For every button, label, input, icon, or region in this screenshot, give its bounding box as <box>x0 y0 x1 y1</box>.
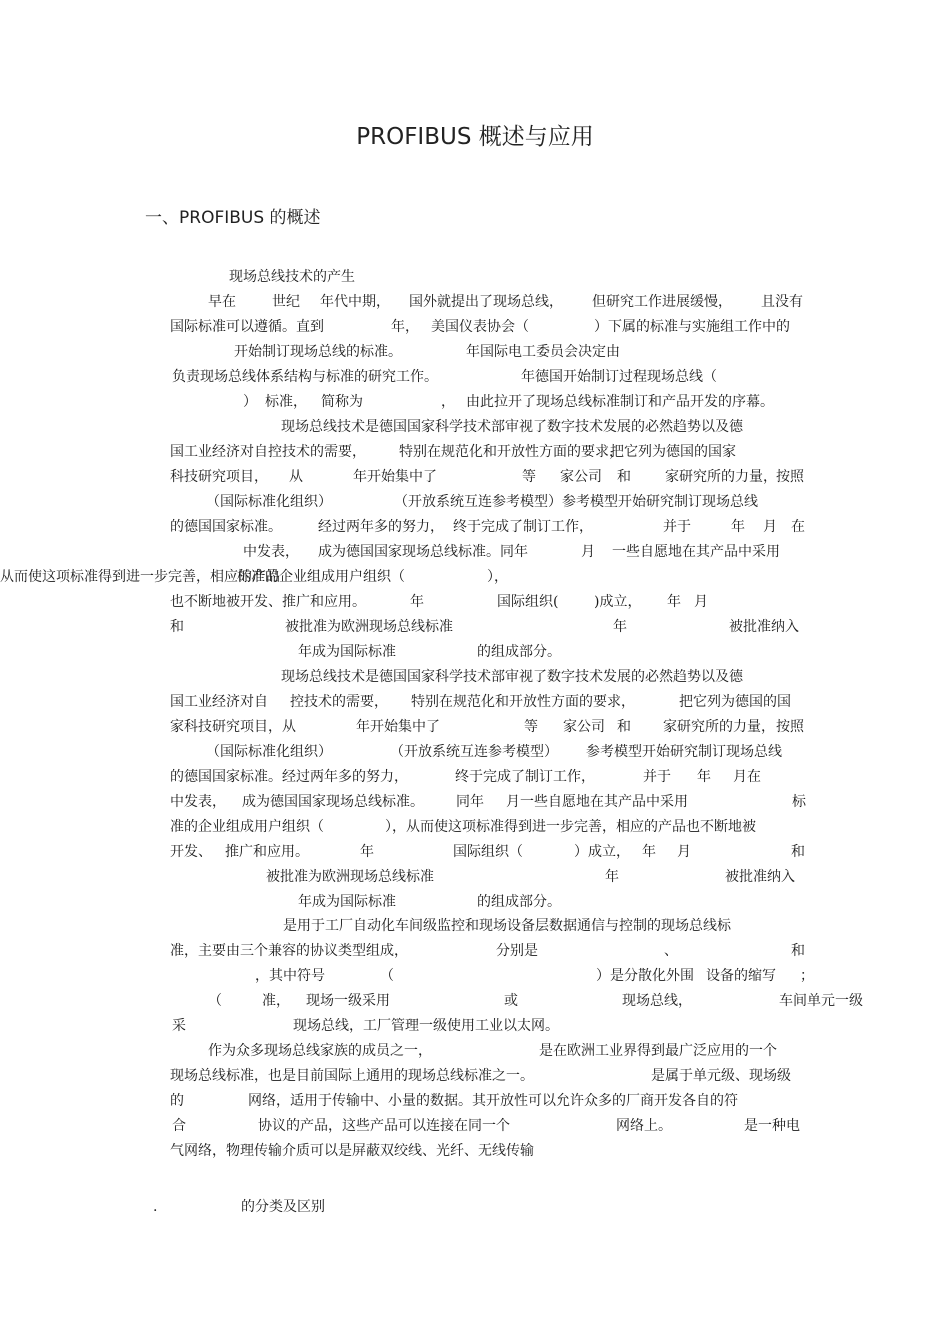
text-segment: 现场总线， <box>622 993 692 1009</box>
text-segment: 成为德国国家现场总线标准。 <box>242 794 424 810</box>
text-segment: 由此拉开了现场总线标准制订和产品开发的序幕。 <box>466 394 774 410</box>
text-segment: 年代中期， <box>320 294 390 310</box>
subheading-bullet: . <box>153 1199 158 1215</box>
text-segment: 分别是 <box>496 943 538 959</box>
text-segment: 年成为国际标准 <box>298 894 396 910</box>
text-segment: 成为德国国家现场总线标准。同年 <box>318 544 528 560</box>
text-segment: 国工业经济对自控技术的需要， <box>170 444 366 460</box>
text-segment: 作为众多现场总线家族的成员之一， <box>208 1043 432 1059</box>
text-segment: 是一种电 <box>744 1118 800 1134</box>
text-segment: 和 <box>617 719 631 735</box>
text-segment: 等 <box>524 719 538 735</box>
text-segment: 开始制订现场总线的标准。 <box>234 344 402 360</box>
text-segment: ）成立， <box>574 844 630 860</box>
text-segment: 但研究工作进展缓慢， <box>592 294 732 310</box>
text-segment: 等 <box>522 469 536 485</box>
text-segment: 气网络，物理传输介质可以是屏蔽双绞线、光纤、无线传输 <box>170 1143 534 1159</box>
text-line <box>0 290 950 314</box>
text-segment: 月在 <box>733 769 761 785</box>
text-segment: 网络，适用于传输中、小量的数据。其开放性可以允许众多的厂商开发各自的符 <box>248 1093 738 1109</box>
text-segment: 中发表， <box>170 794 226 810</box>
text-segment: 家科技研究项目，从 <box>170 719 296 735</box>
text-line <box>0 1014 950 1038</box>
text-segment: 采 <box>172 1018 186 1034</box>
text-line <box>0 815 950 839</box>
text-segment: 一些自愿地在其产品中采用 <box>612 544 780 560</box>
text-segment: 控技术的需要， <box>290 694 388 710</box>
text-segment: 或 <box>504 993 518 1009</box>
text-line <box>0 365 950 389</box>
text-segment: 特别在规范化和开放性方面的要求， <box>411 694 635 710</box>
text-line <box>0 890 950 914</box>
text-segment: 月 <box>677 844 691 860</box>
text-segment: 开发、 <box>170 844 212 860</box>
text-segment: ） <box>243 394 257 410</box>
text-segment: 准， <box>262 993 290 1009</box>
text-segment: ）， <box>487 569 508 585</box>
text-segment: ，其中符号 <box>255 968 325 984</box>
text-segment: 标 <box>792 794 806 810</box>
text-segment: ， <box>441 394 455 410</box>
text-segment: 把它列为德国的国家 <box>610 444 736 460</box>
text-segment: 经过两年多的努力， <box>318 519 444 535</box>
text-segment: 国际组织( <box>497 594 559 610</box>
text-segment: 协议的产品，这些产品可以连接在同一个 <box>258 1118 510 1134</box>
text-line <box>0 840 950 864</box>
text-line <box>0 765 950 789</box>
text-line <box>0 1139 950 1163</box>
text-segment: 是用于工厂自动化车间级监控和现场设备层数据通信与控制的现场总线标 <box>283 918 731 934</box>
text-segment: ）是分散化外围 <box>596 968 694 984</box>
text-segment: 的德国国家标准。经过两年多的努力， <box>170 769 408 785</box>
text-segment: 年 <box>605 869 619 885</box>
text-segment: 国工业经济对自 <box>170 694 268 710</box>
text-line <box>0 340 950 364</box>
text-segment: 在 <box>791 519 805 535</box>
text-line <box>0 540 950 564</box>
text-segment: 被批准为欧洲现场总线标准 <box>285 619 453 635</box>
text-line <box>0 939 950 963</box>
text-segment: 网络上。 <box>616 1118 672 1134</box>
text-segment: 现场一级采用 <box>306 993 390 1009</box>
text-segment: ），从而使这项标准得到进一步完善，相应的产品也不断地被 <box>385 819 756 835</box>
text-line <box>0 315 950 339</box>
text-segment: 从 <box>289 469 303 485</box>
text-segment: 终于完成了制订工作， <box>453 519 593 535</box>
text-segment: 推广和应用。 <box>225 844 309 860</box>
text-line <box>0 515 950 539</box>
text-segment: 年德国开始制订过程现场总线（ <box>521 369 717 385</box>
text-segment: 月 <box>694 594 708 610</box>
text-segment: 国外就提出了现场总线， <box>409 294 563 310</box>
text-segment: 是属于单元级、现场级 <box>651 1068 791 1084</box>
text-segment: 简称为 <box>321 394 363 410</box>
text-segment: 、 <box>664 943 678 959</box>
text-segment: 现场总线，工厂管理一级使用工业以太网。 <box>293 1018 559 1034</box>
text-segment: 并于 <box>663 519 691 535</box>
text-line <box>0 964 950 988</box>
text-segment: 年成为国际标准 <box>298 644 396 660</box>
text-segment: 参考模型开始研究制订现场总线 <box>586 744 782 760</box>
doc-title: PROFIBUS 概述与应用 <box>356 124 594 150</box>
text-segment: 缩写 <box>748 968 776 984</box>
text-segment: 现场总线技术是德国国家科学技术部审视了数字技术发展的必然趋势以及德 <box>281 669 743 685</box>
text-segment: 早在 <box>208 294 236 310</box>
text-segment: 中发表， <box>243 544 299 560</box>
text-segment: 国际标准可以遵循。直到 <box>170 319 324 335</box>
text-line <box>0 565 950 589</box>
text-segment: 准，主要由三个兼容的协议类型组成， <box>170 943 408 959</box>
text-segment: 月 <box>763 519 777 535</box>
text-line <box>0 465 950 489</box>
text-line <box>0 1039 950 1063</box>
text-segment: 被批准为欧洲现场总线标准 <box>266 869 434 885</box>
text-line <box>0 1064 950 1088</box>
text-segment: 同年 <box>456 794 484 810</box>
text-segment: 国际组织（ <box>453 844 523 860</box>
text-segment: 车间单元一级 <box>779 993 863 1009</box>
text-line <box>0 390 950 414</box>
text-line <box>0 1114 950 1138</box>
text-segment: 年国际电工委员会决定由 <box>466 344 620 360</box>
text-segment: )成立， <box>594 594 642 610</box>
text-segment: ； <box>800 968 814 984</box>
text-segment: 家研究所的力量， <box>665 469 777 485</box>
text-segment: 被批准纳入 <box>725 869 795 885</box>
text-segment: 现场总线技术是德国国家科学技术部审视了数字技术发展的必然趋势以及德 <box>281 419 743 435</box>
text-line <box>0 615 950 639</box>
text-segment: 和 <box>791 844 805 860</box>
text-segment: 和 <box>617 469 631 485</box>
text-line <box>0 640 950 664</box>
subheading: 现场总线技术的产生 <box>229 269 355 285</box>
text-segment: 并于 <box>643 769 671 785</box>
text-segment: （国际标准化组织） <box>206 744 332 760</box>
text-segment: 年开始集中了 <box>353 469 437 485</box>
text-line <box>0 740 950 764</box>
text-segment: 年 <box>667 594 681 610</box>
text-segment: ）下属的标准与实施组工作中的 <box>594 319 790 335</box>
text-segment: 世纪 <box>272 294 300 310</box>
text-segment: 标准的企业组成用户组织（ <box>237 569 405 585</box>
text-line <box>0 914 950 938</box>
text-segment: 和 <box>170 619 184 635</box>
text-segment: 家公司 <box>560 469 602 485</box>
text-segment: 科技研究项目， <box>170 469 268 485</box>
text-segment: 按照 <box>776 719 804 735</box>
text-segment: 现场总线标准，也是目前国际上通用的现场总线标准之一。 <box>170 1068 534 1084</box>
text-segment: 把它列为德国的国 <box>679 694 791 710</box>
text-segment: 年 <box>731 519 745 535</box>
text-line <box>0 440 950 464</box>
text-line <box>0 790 950 814</box>
text-segment: 和 <box>791 943 805 959</box>
text-segment: 终于完成了制订工作， <box>455 769 595 785</box>
text-segment: 的组成部分。 <box>477 644 561 660</box>
subheading: 的分类及区别 <box>241 1199 325 1215</box>
text-segment: 的德国国家标准。 <box>170 519 282 535</box>
text-segment: 月一些自愿地在其产品中采用 <box>506 794 688 810</box>
text-segment: 设备的 <box>706 968 748 984</box>
text-line <box>0 690 950 714</box>
text-segment: 年 <box>697 769 711 785</box>
text-segment: 年， <box>391 319 419 335</box>
text-line <box>0 665 950 689</box>
text-segment: 是在欧洲工业界得到最广泛应用的一个 <box>539 1043 777 1059</box>
text-segment: 特别在规范化和开放性方面的要求， <box>399 444 623 460</box>
text-segment: 年 <box>613 619 627 635</box>
text-segment: 合 <box>172 1118 186 1134</box>
text-segment: 按照 <box>776 469 804 485</box>
text-segment: 年开始集中了 <box>356 719 440 735</box>
text-segment: 家研究所的力量， <box>663 719 775 735</box>
text-segment: 年 <box>642 844 656 860</box>
text-segment: （开放系统互连参考模型）参考模型开始研究制订现场总线 <box>394 494 758 510</box>
text-line <box>0 865 950 889</box>
text-segment: 准的企业组成用户组织（ <box>170 819 324 835</box>
text-line <box>0 989 950 1013</box>
text-segment: 从而使这项标准得到进一步完善，相应的产品 <box>0 569 280 585</box>
text-segment: 月 <box>581 544 595 560</box>
text-line <box>0 590 950 614</box>
text-segment: （ <box>208 993 222 1009</box>
text-segment: 的组成部分。 <box>477 894 561 910</box>
text-line <box>0 715 950 739</box>
text-segment: 的 <box>170 1093 184 1109</box>
text-segment: 也不断地被开发、推广和应用。 <box>170 594 366 610</box>
text-segment: 被批准纳入 <box>729 619 799 635</box>
text-segment: 且没有 <box>761 294 803 310</box>
text-segment: 家公司 <box>563 719 605 735</box>
section-heading: 一、PROFIBUS 的概述 <box>145 208 321 228</box>
text-segment: （ <box>380 968 394 984</box>
text-segment: 年 <box>360 844 374 860</box>
text-segment: 美国仪表协会（ <box>431 319 529 335</box>
text-line <box>0 1089 950 1113</box>
text-segment: 负责现场总线体系结构与标准的研究工作。 <box>172 369 438 385</box>
text-line <box>0 490 950 514</box>
text-segment: （开放系统互连参考模型） <box>390 744 558 760</box>
text-segment: （国际标准化组织） <box>206 494 332 510</box>
text-segment: 年 <box>410 594 424 610</box>
text-segment: 标准， <box>265 394 307 410</box>
text-line <box>0 415 950 439</box>
